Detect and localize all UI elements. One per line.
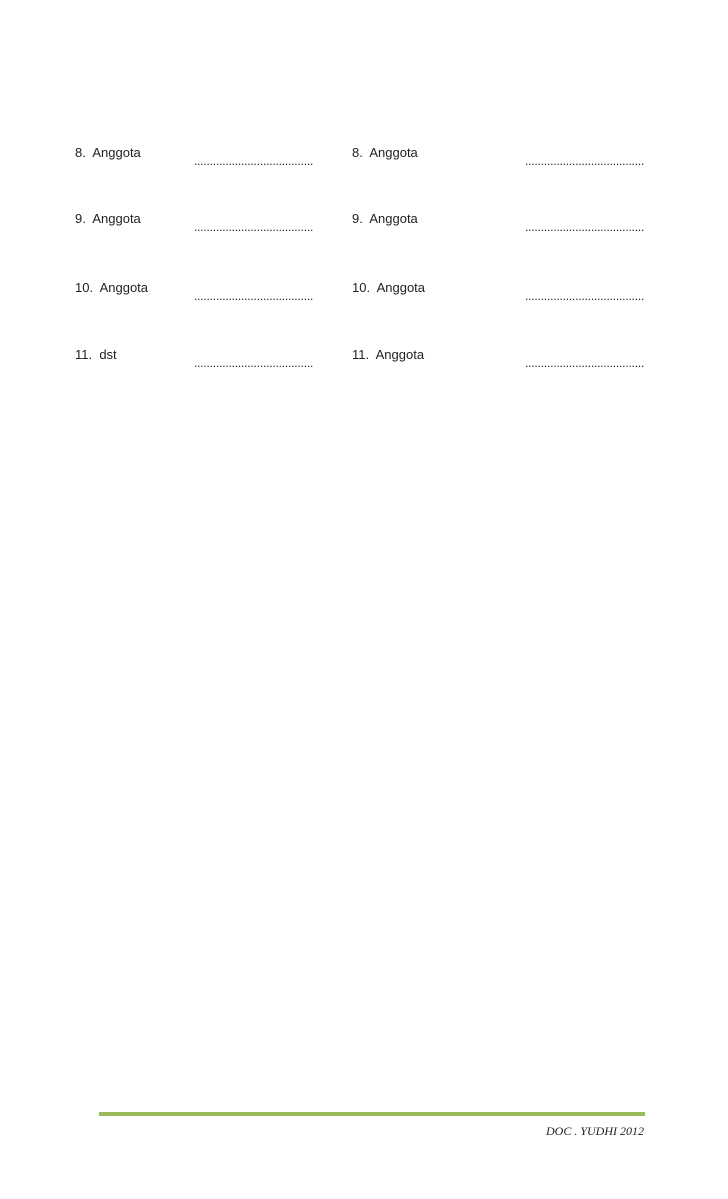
signature-line-right: ...................................... (525, 220, 645, 234)
member-row (0, 145, 728, 175)
member-label-right: 10. Anggota (352, 280, 426, 295)
signature-line-right: ...................................... (525, 356, 645, 370)
signature-line-right: ...................................... (525, 289, 645, 303)
signature-line-left: ...................................... (194, 289, 314, 303)
member-label-right: 9. Anggota (352, 211, 418, 226)
signature-line-left: ...................................... (194, 220, 314, 234)
member-label-left: 10. Anggota (75, 280, 149, 295)
signature-line-left: ...................................... (194, 356, 314, 370)
member-row (0, 280, 728, 310)
signature-line-right: ...................................... (525, 154, 645, 168)
signature-line-left: ...................................... (194, 154, 314, 168)
member-label-right: 11. Anggota (352, 347, 425, 362)
member-label-left: 9. Anggota (75, 211, 141, 226)
member-label-left: 8. Anggota (75, 145, 141, 160)
footer-rule (99, 1112, 645, 1116)
footer-text: DOC . YUDHI 2012 (545, 1124, 644, 1138)
member-label-left: 11. dst (75, 347, 117, 362)
member-signature-list (0, 0, 728, 400)
member-row (0, 211, 728, 241)
member-row (0, 347, 728, 377)
member-label-right: 8. Anggota (352, 145, 418, 160)
